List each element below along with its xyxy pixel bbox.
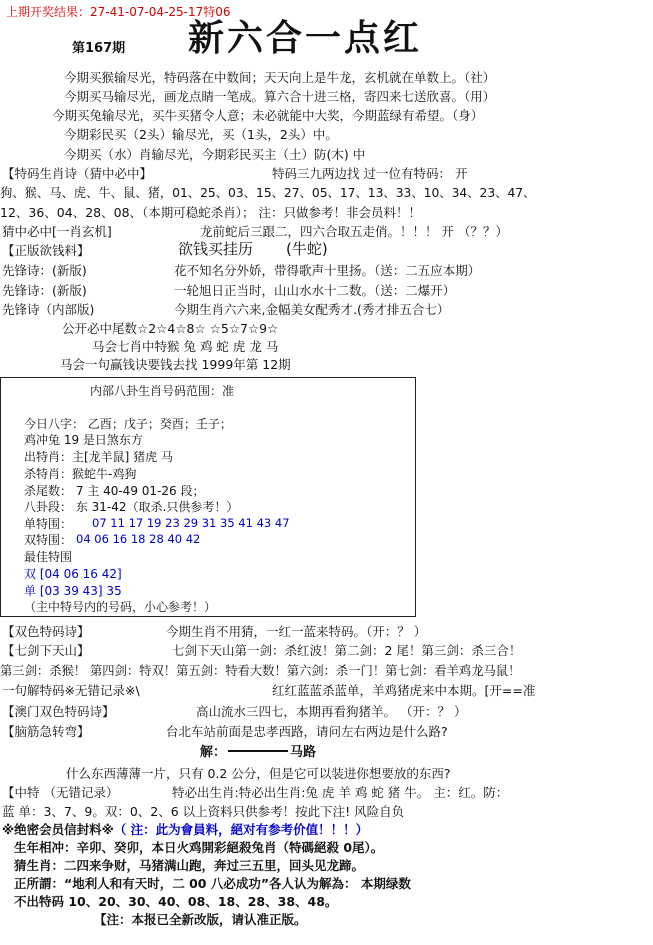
naojin-answer: 马路 bbox=[290, 745, 317, 760]
section-heading: 【脑筋急转弯】 bbox=[2, 724, 90, 739]
yixiao-label: 猜中必中[一肖玄机] bbox=[2, 224, 112, 239]
box-shuang-numbers: 04 06 16 18 28 40 42 bbox=[76, 532, 201, 546]
intro-line: 今期买（水）肖输尽光，今期彩民买主（土）防(木) 中 bbox=[64, 147, 366, 162]
box-shuang-label: 双特围： bbox=[24, 533, 73, 547]
intro-line: 今期彩民买（2头）输尽光，买（1头，2头）中。 bbox=[64, 127, 338, 142]
naojin-question: 台北车站前面是忠孝西路，请问左右两边是什么路? bbox=[166, 724, 448, 739]
footer-line: 猜生肖：二四来争财，马猪满山跑，奔过三五里，回头见龙蹄。 bbox=[14, 858, 365, 873]
zhengban-answer: (牛蛇) bbox=[286, 240, 328, 258]
box-title: 内部八卦生肖号码范围：准 bbox=[90, 384, 235, 398]
tebian-numbers: 狗、猴、马、虎、牛、鼠、猪，01、25、03、15、27、05、17、13、33、10、34、23、47、 bbox=[0, 186, 536, 200]
box-bazi: 今日八字： 乙酉；戊子；癸酉；壬子； bbox=[24, 417, 232, 431]
box-note: （主中特号内的号码，小心参考！） bbox=[24, 600, 217, 614]
footer-line: 生年相冲：辛卯、癸卯，本日火鸡開彩絕殺兔肖（特碼絕殺 0尾）。 bbox=[14, 840, 384, 855]
intro-line: 今期买猴输尽光，特码落在中数间；天天向上是牛龙，玄机就在单数上。（社） bbox=[64, 70, 496, 85]
shuangse-text: 今期生肖不用猜，一红一蓝来特码。（开：？ ） bbox=[166, 624, 427, 639]
section-heading: 【双色特码诗】 bbox=[2, 624, 90, 639]
intro-line: 今期买兔输尽光，买牛买猪令人意；未必就能中大奖，今期蓝绿有希望。（身） bbox=[52, 108, 484, 123]
gongkai-weishu: 公开必中尾数☆2☆4☆8☆ ☆5☆7☆9☆ bbox=[62, 321, 279, 336]
box-bagua: 八卦段： 东 31-42（取杀.只供参考！） bbox=[24, 500, 239, 514]
zhongte-text: 特必出生肖:特必出生肖:兔 虎 羊 鸡 蛇 猪 牛。 主：红。防： bbox=[172, 785, 509, 800]
last-result: 上期开奖结果：27-41-07-04-25-17特06 bbox=[6, 5, 231, 19]
naojin-jie: 解： bbox=[200, 745, 227, 760]
jueming-row bbox=[2, 824, 368, 837]
footer-line: 正所謂：“地利人和有天时，二 00 八必成功”各人认为解為： 本期绿数 bbox=[14, 876, 411, 891]
answer-underline bbox=[228, 750, 288, 752]
qijian-text: 七剑下天山第一剑：杀红波！第二剑：2 尾！第三剑：杀三合！ bbox=[172, 643, 522, 658]
mahui-one: 马会一句赢钱诀要钱去找 1999年第 12期 bbox=[60, 357, 291, 372]
yixiao-text: 龙前蛇后三跟二，四六合取五走俏。！！！ 开 （？？） bbox=[200, 224, 508, 239]
box-shuang2: 双 [04 06 16 42] bbox=[24, 567, 122, 581]
section-heading: 【澳门双色特码诗】 bbox=[2, 704, 115, 719]
jueming-head: ※绝密会员信封料※ bbox=[2, 822, 114, 837]
zhongte-line: 蓝 单：3、7、9。双：0、2、6 以上资料只供参考！按此下注! 风险自负 bbox=[2, 804, 405, 819]
footer-line: 不出特码 10、20、30、40、08、18、28、38、48。 bbox=[14, 894, 338, 909]
naojin-jie-row bbox=[200, 746, 316, 759]
issue-number: 第167期 bbox=[72, 41, 126, 56]
xianfeng-label: 先锋诗：(新版) bbox=[2, 263, 87, 278]
xianfeng-label: 先锋诗：(新版) bbox=[2, 283, 87, 298]
box-chong: 鸡冲兔 19 是日煞东方 bbox=[24, 433, 143, 447]
jieteima-label: 一句解特码※无错记录※\ bbox=[2, 683, 140, 698]
footer-line: 【注：本报已全新改版，请认准正版。 bbox=[94, 912, 307, 927]
page-title: 新六合一点红 bbox=[188, 17, 423, 59]
xianfeng-text: 花不知名分外娇，带得歌声十里扬。（送：二五应本期） bbox=[174, 263, 481, 278]
zhengban-text: 欲钱买挂历 bbox=[178, 240, 254, 258]
tebian-note: 12、36、04、28、08、（本期可稳蛇杀肖）； 注：只做参考！非会员料！！ bbox=[0, 205, 422, 220]
mahui-seven: 马会七肖中特猴 兔 鸡 蛇 虎 龙 马 bbox=[92, 339, 279, 354]
box-jia: 最佳特围 bbox=[24, 550, 73, 564]
section-heading: 【七剑下天山】 bbox=[2, 643, 90, 658]
section-heading: 【特码生肖诗（猜中必中】 bbox=[2, 166, 153, 181]
box-dan-numbers: 07 11 17 19 23 29 31 35 41 43 47 bbox=[92, 516, 290, 530]
box-dan-label: 单特围： bbox=[24, 517, 73, 531]
box-shawei: 杀尾数： 7 主 40-49 01-26 段； bbox=[24, 484, 205, 498]
tebian-poem: 特码三九两边找 过一位有特码： 开 bbox=[272, 166, 468, 181]
qijian-line: 第三剑：杀猴！ 第四剑：特双！第五剑：特看大数！第六剑：杀一门！第七剑：看羊鸡龙马鼠！ bbox=[0, 664, 521, 678]
xianfeng-label: 先锋诗（内部版) bbox=[2, 302, 95, 317]
box-chuxiao: 出特肖：主[龙羊鼠] 猪虎 马 bbox=[24, 450, 173, 464]
section-heading: 【正版欲钱料】 bbox=[2, 243, 90, 258]
intro-line: 今期买马输尽光，画龙点睛一笔成。算六合十进三格，寄四来七送欣喜。（用） bbox=[64, 89, 496, 104]
naojin-q2: 什么东西薄薄一片，只有 0.2 公分，但是它可以装进你想要放的东西? bbox=[66, 766, 451, 781]
box-dan2: 单 [03 39 43] 35 bbox=[24, 584, 122, 598]
section-heading: 【中特 （无错记录） bbox=[2, 785, 119, 800]
aomen-text: 高山流水三四七，本期再看狗猪羊。 （开：？ ） bbox=[196, 704, 467, 719]
box-shaxiao: 杀特肖：猴蛇牛-鸡狗 bbox=[24, 467, 137, 481]
xianfeng-text: 今期生肖六六来,金幅美女配秀才.(秀才排五合七） bbox=[174, 302, 450, 317]
jueming-note: （ 注：此为會員料，絕对有参考价值！！！） bbox=[113, 822, 369, 837]
jieteima-text: 红红蓝蓝杀蓝单，羊鸡猪虎来中本期。[开==准 bbox=[272, 683, 536, 698]
xianfeng-text: 一轮旭日正当时，山山水水十二数。（送：二爆开） bbox=[174, 283, 456, 298]
